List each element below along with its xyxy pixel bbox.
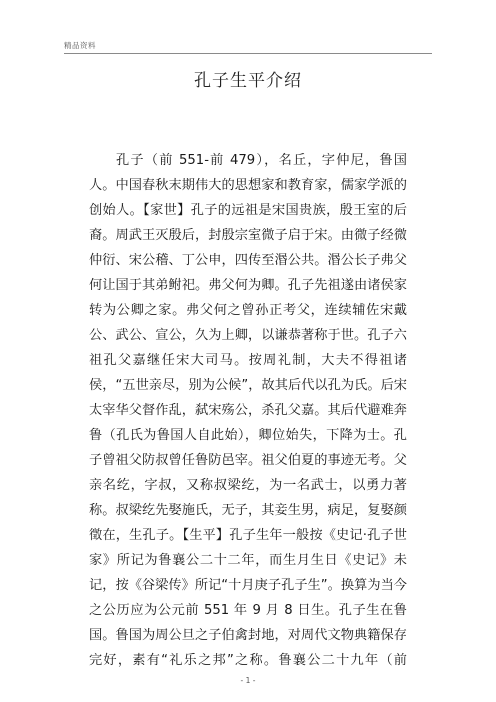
header-divider [64,53,432,54]
document-title: 孔子生平介绍 [194,71,302,91]
page-number: - 1 - [240,676,256,685]
body-paragraph: 孔子（前 551-前 479），名丘，字仲尼，鲁国人。中国春秋末期伟大的思想家和教育家，儒家学派的创始人。【家世】孔子的远祖是宋国贵族，殷王室的后裔。周武王灭殷后，封殷宗室微子启于宋。由微子经微仲衍、宋公稽、丁公申，四传至湣公共。湣公长子弗父何让国于其弟鲋祀。弗父何为卿。孔子先祖遂由诸侯家转为公卿之家。弗父何之曾孙正考父，连续辅佐宋戴公、武公、宣公，久为上卿，以谦恭著称于世。孔子六祖孔父嘉继任宋大司马。按周礼制，大夫不得祖诸侯，“五世亲尽，别为公候”，故其后代以孔为氏。后宋太宰华父督作乱，弑宋殇公，杀孔父嘉。其后代避难奔鲁（孔氏为鲁国人自此始），卿位始失，下降为士。孔子曾祖父防叔曾任鲁防邑宰。祖父伯夏的事迹无考。父亲名纥，字叔，又称叔梁纥，为一名武士，以勇力著称。叔梁纥先娶施氏，无子，其妾生男，病足，复娶颜徵在，生孔子。【生平】孔子生年一般按《史记·孔子世家》所记为鲁襄公二十二年，而生月生日《史记》未记，按《谷梁传》所记“十月庚子孔子生”。换算为当今之公历应为公元前 551 年 9 月 8 日生。孔子生在鲁国。鲁国为周公旦之子伯禽封地，对周代文物典籍保存完好，素有“礼乐之邦”之称。鲁襄公二十九年（前 [89,153,407,668]
header-label: 精品资料 [64,41,96,50]
